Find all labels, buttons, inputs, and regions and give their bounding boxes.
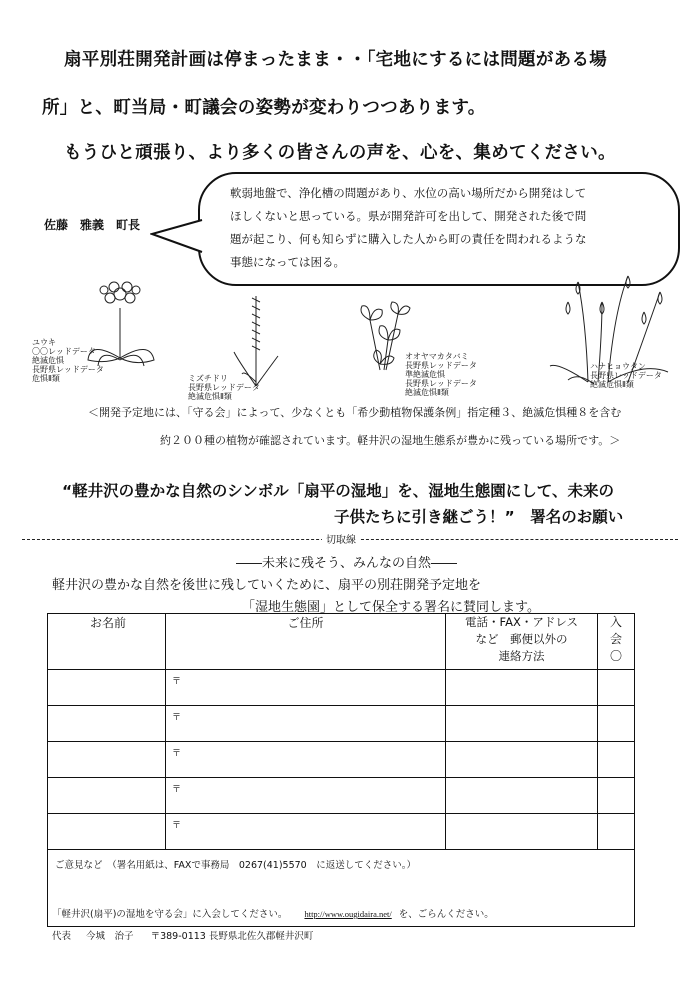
name-cell[interactable] xyxy=(48,670,166,706)
headline-line-3: もうひと頑張り、より多くの皆さんの声を、心を、集めてください。 xyxy=(64,143,616,163)
plant-label-line: 長野県レッドデータ xyxy=(405,361,477,370)
quote-line: 題が起こり、何も知らずに購入した人から町の責任を問われるような xyxy=(230,232,587,246)
plant-label-line: 危惧Ⅱ類 xyxy=(32,374,60,383)
plant-label-line: ミズチドリ xyxy=(188,374,228,383)
address-cell[interactable]: 〒 xyxy=(166,742,446,778)
plant-label-line: 絶滅危惧Ⅱ類 xyxy=(188,392,232,401)
address-cell[interactable]: 〒 xyxy=(166,778,446,814)
plant-label xyxy=(405,352,477,397)
join-header-line: 入 xyxy=(609,615,622,629)
headline-line-2: 所」と、町当局・町議会の姿勢が変わりつつあります。 xyxy=(42,98,486,118)
join-cell[interactable] xyxy=(598,742,635,778)
address-cell[interactable]: 〒 xyxy=(166,706,446,742)
contact-cell[interactable] xyxy=(446,814,598,850)
form-subtitle: ――未来に残そう、みんなの自然―― xyxy=(236,556,458,571)
plant-label-line: ユウキ xyxy=(32,338,56,347)
column-header-name: お名前 xyxy=(48,614,166,670)
plant-label-line: 準絶滅危惧 xyxy=(405,370,445,379)
address-cell[interactable]: 〒 xyxy=(166,814,446,850)
join-cell[interactable] xyxy=(598,778,635,814)
cut-line-label: 切取線 xyxy=(322,531,360,546)
plant-label-line: オオヤマカタバミ xyxy=(405,352,469,361)
footer-join-line xyxy=(52,906,494,920)
plant-label-line: 絶滅危惧 xyxy=(32,356,64,365)
headline-line-1: 扇平別荘開発計画は停まったまま・・「宅地にするには問題がある場 xyxy=(64,50,608,70)
quote-line: ほしくないと思っている。県が開発許可を出して、開発された後で問 xyxy=(230,209,587,223)
contact-header-line: など 郵便以外の xyxy=(475,632,568,646)
join-header-line: 〇 xyxy=(609,649,622,663)
signature-table xyxy=(47,613,635,927)
representative-name: 今城 治子 xyxy=(86,931,134,942)
survey-note-line-1: ＜開発予定地には、「守る会」によって、少なくとも「希少動植物保護条例」指定種３、絶滅危惧種８を含む xyxy=(88,406,622,419)
plant-label-line: 長野県レッドデータ xyxy=(188,383,260,392)
mayor-quote xyxy=(230,182,660,274)
speech-bubble-tail xyxy=(150,214,210,264)
contact-cell[interactable] xyxy=(446,706,598,742)
plant-label-line: 絶滅危惧Ⅱ類 xyxy=(405,388,449,397)
quote-line: 軟弱地盤で、浄化槽の問題があり、水位の高い場所だから開発はして xyxy=(230,186,587,200)
slogan-line-1: “軽井沢の豊かな自然のシンボル「扇平の湿地」を、湿地生態園にして、未来の xyxy=(62,482,614,500)
table-row xyxy=(48,778,635,814)
contact-header-line: 電話・FAX・アドレス xyxy=(465,615,578,629)
table-row xyxy=(48,706,635,742)
website-link[interactable]: http://www.ougidaira.net/ xyxy=(304,909,392,919)
join-invitation: 「軽井沢(扇平)の湿地を守る会」に入会してください。 xyxy=(52,909,288,920)
footer-contact-line xyxy=(52,928,313,942)
plant-label-line: 〇〇レッドデータ xyxy=(32,347,96,356)
contact-cell[interactable] xyxy=(446,742,598,778)
plant-label xyxy=(188,374,260,401)
plant-label xyxy=(32,338,104,383)
representative-label: 代表 xyxy=(52,931,72,942)
website-link-suffix: を、ごらんください。 xyxy=(398,909,494,920)
name-cell[interactable] xyxy=(48,814,166,850)
form-statement-line-2: 「湿地生態園」として保全する署名に賛同します。 xyxy=(242,600,540,615)
join-cell[interactable] xyxy=(598,706,635,742)
plant-label-line: 長野県レッドデータ xyxy=(590,371,662,380)
contact-cell[interactable] xyxy=(446,778,598,814)
table-row xyxy=(48,814,635,850)
plant-label-line: 長野県レッドデータ xyxy=(405,379,477,388)
contact-header-line: 連絡方法 xyxy=(498,649,545,663)
column-header-join xyxy=(598,614,635,670)
column-header-address: ご住所 xyxy=(166,614,446,670)
join-cell[interactable] xyxy=(598,670,635,706)
slogan-line-2: 子供たちに引き継ごう！” 署名のお願い xyxy=(334,508,624,526)
name-cell[interactable] xyxy=(48,742,166,778)
join-cell[interactable] xyxy=(598,814,635,850)
plant-label-line: 絶滅危惧Ⅱ類 xyxy=(590,380,634,389)
plant-label xyxy=(590,362,662,389)
office-address: 〒389-0113 長野県北佐久郡軽井沢町 xyxy=(150,931,314,942)
column-header-contact xyxy=(446,614,598,670)
plant-label-line: ハナヒョウタン xyxy=(590,362,646,371)
plant-label-line: 長野県レッドデータ xyxy=(32,365,104,374)
name-cell[interactable] xyxy=(48,778,166,814)
remarks-field[interactable]: ご意見など （署名用紙は、FAXで事務局 0267(41)5570 に返送してください。） xyxy=(48,850,635,927)
contact-cell[interactable] xyxy=(446,670,598,706)
mayor-name: 佐藤 雅義 町長 xyxy=(44,218,141,232)
table-row xyxy=(48,742,635,778)
survey-note-line-2: 約２００種の植物が確認されています。軽井沢の湿地生態系が豊かに残っている場所です。＞ xyxy=(160,434,621,447)
name-cell[interactable] xyxy=(48,706,166,742)
table-header-row xyxy=(48,614,635,670)
join-header-line: 会 xyxy=(609,632,622,646)
address-cell[interactable]: 〒 xyxy=(166,670,446,706)
form-statement-line-1: 軽井沢の豊かな自然を後世に残していくために、扇平の別荘開発予定地を xyxy=(52,578,482,593)
quote-line: 事態になっては困る。 xyxy=(230,255,345,269)
table-row xyxy=(48,670,635,706)
